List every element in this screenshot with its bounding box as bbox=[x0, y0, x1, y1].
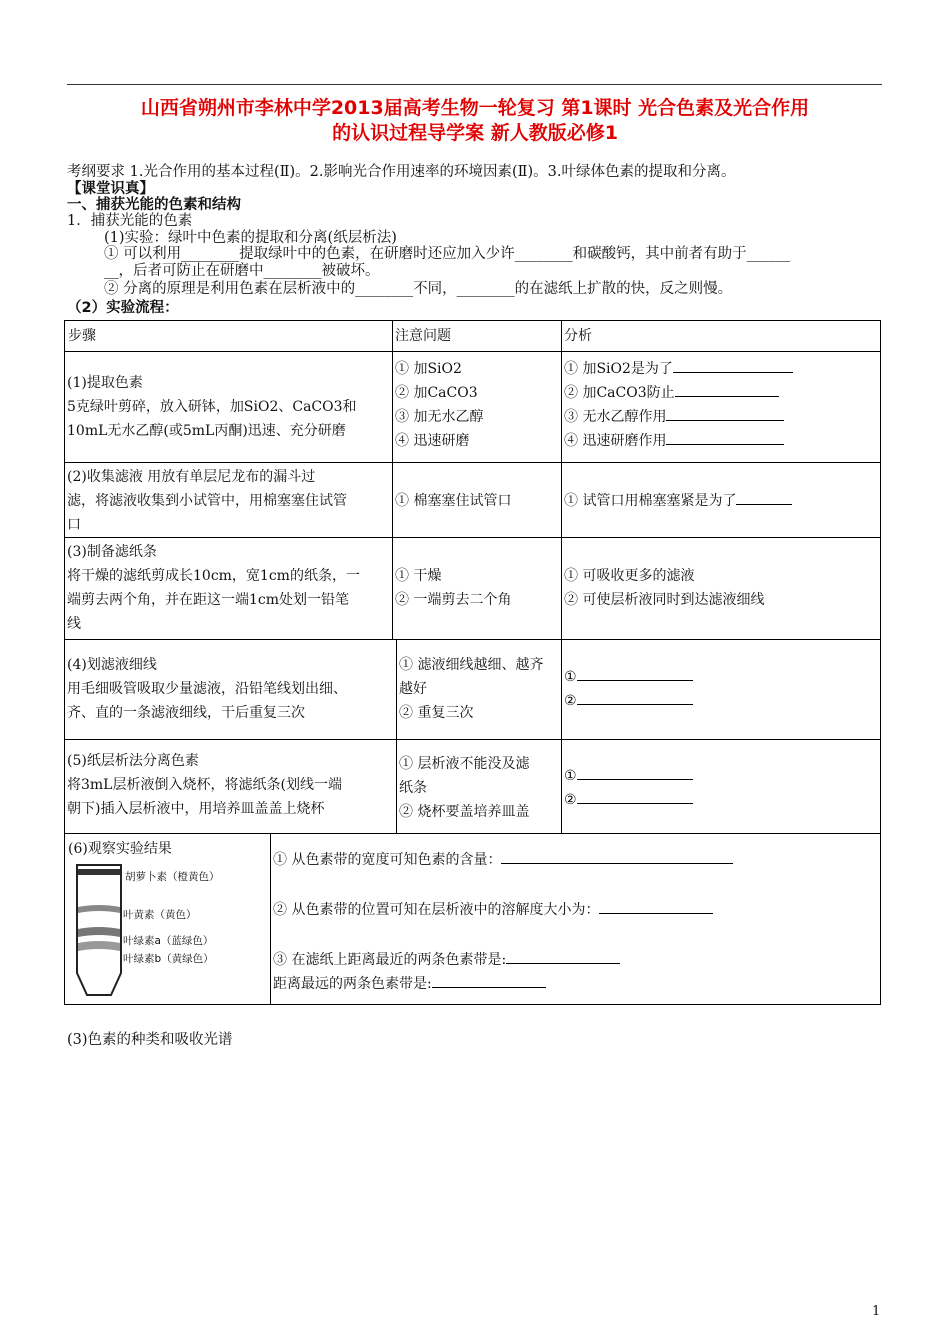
section-heading-1: 一、捕获光能的色素和结构 bbox=[67, 197, 241, 213]
analysis-text: ① 加SiO2是为了 bbox=[564, 361, 673, 377]
table-rule bbox=[65, 537, 880, 538]
page-title-line2: 的认识过程导学案 新人教版必修1 bbox=[332, 122, 618, 144]
analysis-text: ② bbox=[564, 693, 577, 709]
row1-analysis-item bbox=[564, 357, 793, 381]
row4-analysis-item bbox=[564, 689, 693, 713]
row4-step-line: (4)划滤液细线 bbox=[67, 657, 157, 673]
row4-note: ② 重复三次 bbox=[399, 705, 474, 721]
experiment-line-1: ① 可以利用________提取绿叶中的色素，在研磨时还应加入少许________和碳酸钙，其中前者有助于______ bbox=[104, 246, 791, 262]
analysis-text: ② bbox=[564, 792, 577, 808]
answer-blank[interactable] bbox=[736, 490, 792, 505]
flow-title: （2）实验流程： bbox=[67, 300, 179, 316]
header-analysis: 分析 bbox=[564, 328, 592, 344]
row3-step-line: 将干燥的滤纸剪成长10cm，宽1cm的纸条，一 bbox=[67, 568, 360, 584]
table-rule bbox=[65, 462, 880, 463]
row3-step-line: 线 bbox=[67, 616, 81, 632]
row5-analysis-item bbox=[564, 764, 693, 788]
row4-note: ① 滤液细线越细、越齐 bbox=[399, 657, 544, 673]
table-rule bbox=[561, 321, 562, 833]
sub-heading-1: 1．捕获光能的色素 bbox=[67, 213, 193, 229]
row5-analysis-item bbox=[564, 788, 693, 812]
experiment-line-2: __，后者可防止在研磨中________被破坏。 bbox=[104, 263, 380, 279]
row1-step-line: 5克绿叶剪碎，放入研钵，加SiO2、CaCO3和 bbox=[67, 399, 357, 415]
row5-note: ② 烧杯要盖培养皿盖 bbox=[399, 804, 530, 820]
row4-step-line: 齐、直的一条滤液细线，干后重复三次 bbox=[67, 705, 305, 721]
answer-blank[interactable] bbox=[666, 430, 784, 445]
filter-paper-strip bbox=[73, 863, 125, 999]
row3-step-line: 端剪去两个角，并在距这一端1cm处划一铅笔 bbox=[67, 592, 350, 608]
row4-notes bbox=[399, 653, 560, 725]
question-text: ② 从色素带的位置可知在层析液中的溶解度大小为： bbox=[273, 902, 600, 918]
sub-heading-3: (3)色素的种类和吸收光谱 bbox=[67, 1032, 233, 1048]
row3-analysis-item: ② 可使层析液同时到达滤液细线 bbox=[564, 592, 765, 608]
analysis-text: ① bbox=[564, 768, 577, 784]
row5-step-line: 朝下)插入层析液中，用培养皿盖盖上烧杯 bbox=[67, 801, 325, 817]
label-xanthophyll: 叶黄素（黄色） bbox=[123, 909, 197, 921]
top-rule bbox=[67, 84, 882, 85]
answer-blank[interactable] bbox=[675, 382, 779, 397]
row2-step-line: 滤，将滤液收集到小试管中，用棉塞塞住试管 bbox=[67, 493, 347, 509]
row5-step-line: 将3mL层析液倒入烧杯，将滤纸条(划线一端 bbox=[67, 777, 342, 793]
row4-note: 越好 bbox=[399, 681, 427, 697]
row1-step bbox=[67, 371, 391, 443]
page-number: 1 bbox=[872, 1304, 881, 1319]
row4-analysis-item bbox=[564, 665, 693, 689]
row2-analysis-item bbox=[564, 489, 792, 513]
row5-step bbox=[67, 749, 395, 821]
row1-note: ④ 迅速研磨 bbox=[395, 433, 470, 449]
carotene-band bbox=[78, 869, 120, 875]
row2-step bbox=[67, 465, 391, 537]
table-rule bbox=[392, 321, 393, 639]
row5-notes bbox=[399, 752, 560, 824]
answer-blank[interactable] bbox=[577, 789, 693, 804]
answer-blank[interactable] bbox=[432, 973, 546, 988]
row4-analysis bbox=[564, 665, 693, 713]
analysis-text: ① bbox=[564, 669, 577, 685]
row1-note: ② 加CaCO3 bbox=[395, 385, 478, 401]
row1-step-line: (1)提取色素 bbox=[67, 375, 143, 391]
analysis-text: ③ 无水乙醇作用 bbox=[564, 409, 667, 425]
table-rule bbox=[65, 639, 880, 640]
table-rule bbox=[270, 833, 271, 1005]
row1-note: ① 加SiO2 bbox=[395, 361, 462, 377]
label-chlorophyll-b: 叶绿素b（黄绿色） bbox=[123, 953, 214, 965]
experiment-table bbox=[64, 320, 881, 1005]
row2-notes bbox=[395, 489, 511, 513]
row1-step-line: 10mL无水乙醇(或5mL丙酮)迅速、充分研磨 bbox=[67, 423, 346, 439]
header-step: 步骤 bbox=[68, 328, 96, 344]
row2-note: ① 棉塞塞住试管口 bbox=[395, 493, 512, 509]
row2-step-line: (2)收集滤液 用放有单层尼龙布的漏斗过 bbox=[67, 469, 316, 485]
label-carotene: 胡萝卜素（橙黄色） bbox=[125, 871, 220, 883]
row3-step-line: (3)制备滤纸条 bbox=[67, 544, 157, 560]
question-text: 距离最远的两条色素带是: bbox=[273, 976, 432, 992]
answer-blank[interactable] bbox=[577, 690, 693, 705]
exam-requirements: 考纲要求 1.光合作用的基本过程(Ⅱ)。2.影响光合作用速率的环境因素(Ⅱ)。3.叶绿体色素的提取和分离。 bbox=[67, 164, 736, 180]
row5-note: 纸条 bbox=[399, 780, 427, 796]
answer-blank[interactable] bbox=[666, 406, 784, 421]
row4-step-line: 用毛细吸管吸取少量滤液，沿铅笔线划出细、 bbox=[67, 681, 347, 697]
row5-step-line: (5)纸层析法分离色素 bbox=[67, 753, 199, 769]
row6-question-2 bbox=[273, 899, 713, 921]
row5-analysis bbox=[564, 764, 693, 812]
row3-analysis bbox=[564, 564, 764, 612]
chromatography-strip-figure bbox=[65, 833, 270, 1005]
row6-question-3 bbox=[273, 949, 620, 971]
row3-step bbox=[67, 540, 391, 636]
row1-note: ③ 加无水乙醇 bbox=[395, 409, 484, 425]
experiment-line-3: ② 分离的原理是利用色素在层析液中的________不同，________的在滤纸上扩散的快，反之则慢。 bbox=[104, 281, 733, 297]
section-class-label: 【课堂识真】 bbox=[67, 181, 154, 197]
answer-blank[interactable] bbox=[501, 849, 733, 864]
label-chlorophyll-a: 叶绿素a（蓝绿色） bbox=[123, 935, 214, 947]
row2-analysis bbox=[564, 489, 792, 513]
answer-blank[interactable] bbox=[673, 358, 793, 373]
row3-notes bbox=[395, 564, 511, 612]
question-text: ③ 在滤纸上距离最近的两条色素带是: bbox=[273, 952, 507, 968]
row1-analysis-item bbox=[564, 405, 793, 429]
row3-note: ② 一端剪去二个角 bbox=[395, 592, 512, 608]
table-rule bbox=[65, 739, 880, 740]
answer-blank[interactable] bbox=[577, 765, 693, 780]
row6-step: (6)观察实验结果 bbox=[68, 841, 172, 857]
row1-analysis-item bbox=[564, 429, 793, 453]
analysis-text: ② 加CaCO3防止 bbox=[564, 385, 675, 401]
answer-blank[interactable] bbox=[577, 666, 693, 681]
row3-note: ① 干燥 bbox=[395, 568, 442, 584]
analysis-text: ① 试管口用棉塞塞紧是为了 bbox=[564, 493, 737, 509]
table-rule bbox=[65, 351, 880, 352]
analysis-text: ④ 迅速研磨作用 bbox=[564, 433, 667, 449]
row6-question-1 bbox=[273, 849, 733, 871]
answer-blank[interactable] bbox=[599, 899, 713, 914]
row3-analysis-item: ① 可吸收更多的滤液 bbox=[564, 568, 695, 584]
row1-notes bbox=[395, 357, 483, 453]
page-title-line1: 山西省朔州市李林中学2013届高考生物一轮复习 第1课时 光合色素及光合作用 bbox=[140, 97, 810, 119]
answer-blank[interactable] bbox=[506, 949, 620, 964]
row1-analysis-item bbox=[564, 381, 793, 405]
question-text: ① 从色素带的宽度可知色素的含量： bbox=[273, 852, 502, 868]
header-notes: 注意问题 bbox=[395, 328, 451, 344]
experiment-title: (1)实验：绿叶中色素的提取和分离(纸层析法) bbox=[104, 230, 397, 246]
row1-analysis bbox=[564, 357, 793, 453]
row6-question-4 bbox=[273, 973, 546, 995]
row4-step bbox=[67, 653, 395, 725]
row5-note: ① 层析液不能没及滤 bbox=[399, 756, 530, 772]
table-rule bbox=[396, 639, 397, 833]
row2-step-line: 口 bbox=[67, 517, 81, 533]
